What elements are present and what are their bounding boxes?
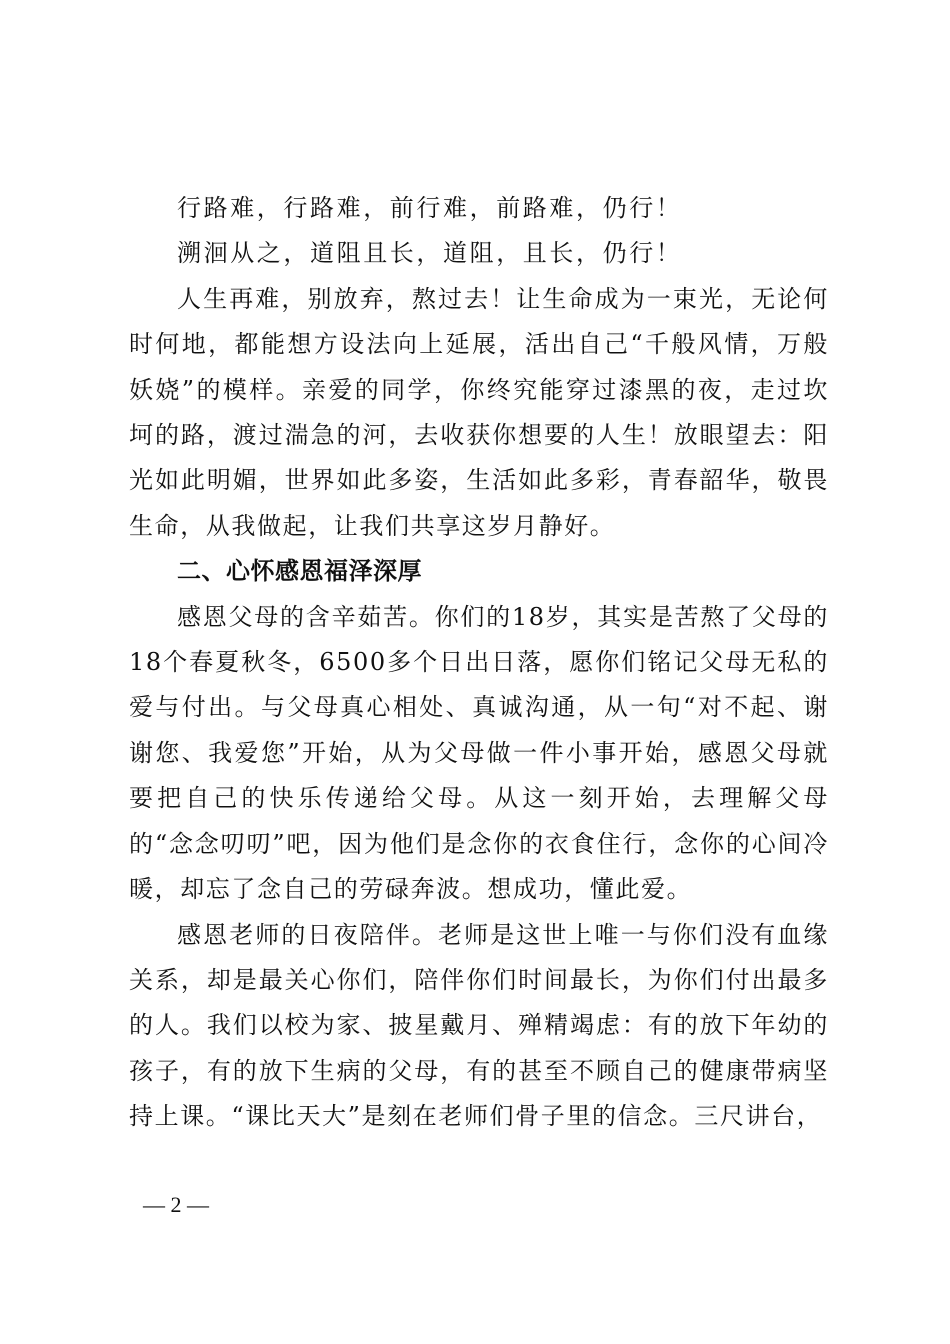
section-heading: 二、心怀感恩福泽深厚	[177, 557, 422, 586]
paragraph-verse-2: 溯洄从之，道阻且长，道阻，且长，仍行！	[177, 239, 683, 268]
paragraph-life: 人生再难，别放弃，熬过去！让生命成为一束光，无论何时何地，都能想方设法向上延展，活出自己“千般风情，万般妖娆”的模样。亲爱的同学，你终究能穿过漆黑的夜，走过坎坷的路，渡过湍急的河，去收获你想要的人生！放眼望去：阳光如此明媚，世界如此多姿，生活如此多彩，青春韶华，敬畏生命，从我做起，让我们共享这岁月静好。	[129, 284, 829, 540]
paragraph-verse-1: 行路难，行路难，前行难，前路难，仍行！	[177, 194, 683, 222]
page-number: — 2 —	[143, 1192, 209, 1217]
paragraph-parents: 感恩父母的含辛茹苦。你们的18岁，其实是苦熬了父母的18个春夏秋冬，6500多个日出日落，愿你们铭记父母无私的爱与付出。与父母真心相处、真诚沟通，从一句“对不起、谢谢您、我爱您”开始，从为父母做一件小事开始，感恩父母就要把自己的快乐传递给父母。从这一刻开始，去理解父母的“念念叨叨”吧，因为他们是念你的衣食住行，念你的心间冷暖，却忘了念自己的劳碌奔波。想成功，懂此爱。	[129, 602, 829, 904]
paragraph-teachers: 感恩老师的日夜陪伴。老师是这世上唯一与你们没有血缘关系，却是最关心你们，陪伴你们时间最长，为你们付出最多的人。我们以校为家、披星戴月、殚精竭虑：有的放下年幼的孩子，有的放下生病的父母，有的甚至不顾自己的健康带病坚持上课。“课比天大”是刻在老师们骨子里的信念。三尺讲台，	[129, 920, 829, 1131]
document-body	[129, 186, 829, 1140]
